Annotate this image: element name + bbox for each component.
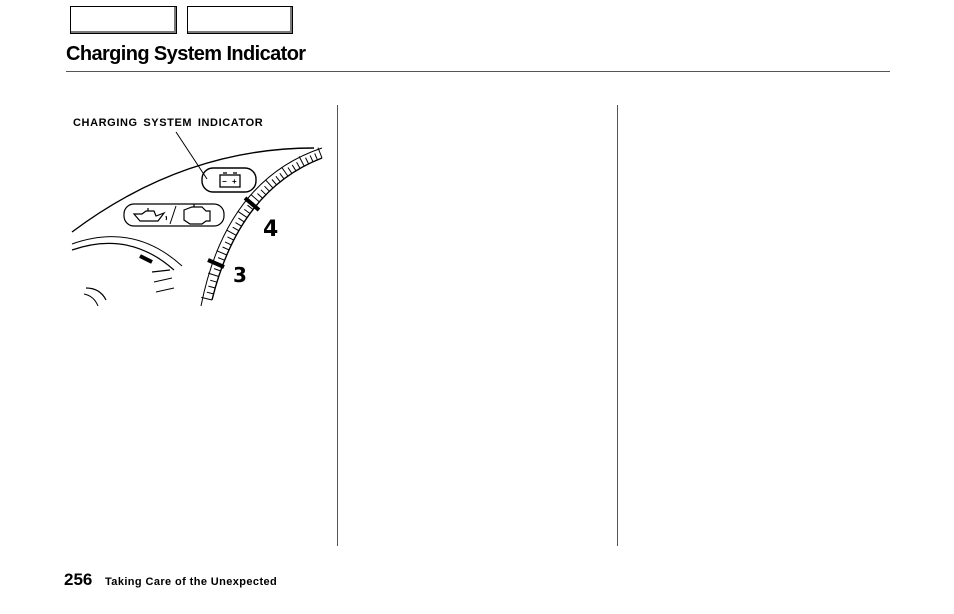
instrument-panel-illustration xyxy=(64,110,324,306)
tachometer-tick xyxy=(227,230,237,235)
tachometer-tick xyxy=(223,247,229,250)
tachometer-tick xyxy=(251,195,259,202)
tachometer-tick xyxy=(272,180,277,185)
title-rule xyxy=(66,71,890,72)
tachometer-tick xyxy=(214,269,221,271)
tachometer-tick xyxy=(207,292,214,294)
page-title: Charging System Indicator xyxy=(66,43,306,65)
tachometer-tick xyxy=(208,286,215,288)
page-number: 256 xyxy=(64,570,93,589)
tachometer-tick xyxy=(297,162,300,168)
tachometer-tick xyxy=(265,186,270,191)
check-engine-icon xyxy=(184,204,210,224)
tachometer-tick xyxy=(225,242,231,245)
tachometer-tick xyxy=(288,168,292,174)
tachometer-tick xyxy=(228,237,234,240)
tachometer-tick xyxy=(261,190,266,195)
tachometer-tick xyxy=(318,148,322,158)
tachometer-tick xyxy=(210,280,217,282)
section-title: Taking Care of the Unexpected xyxy=(105,576,278,588)
tachometer-tick xyxy=(208,273,219,276)
tachometer-tick xyxy=(236,223,242,227)
tachometer-tick xyxy=(257,194,262,199)
tachometer-tick xyxy=(218,258,225,261)
tachometer-number-4: 4 xyxy=(263,217,279,242)
tachometer-tick xyxy=(282,167,288,176)
tachometer-tick xyxy=(217,251,227,255)
tachometer-tick xyxy=(315,153,318,159)
tachometer-number-3: 3 xyxy=(233,263,247,287)
oil-pressure-icon xyxy=(134,208,167,221)
tachometer-tick xyxy=(280,173,284,179)
tachometer-tick xyxy=(299,156,304,166)
instrument-panel-figure xyxy=(64,110,324,306)
column-divider xyxy=(337,105,338,546)
tachometer-tick xyxy=(238,211,247,217)
figure-callout-label: CHARGING SYSTEM INDICATOR xyxy=(73,117,264,129)
battery-plus-symbol: + xyxy=(232,177,237,186)
tachometer-tick xyxy=(292,165,296,171)
previous-page-button[interactable] xyxy=(70,6,177,34)
tachometer-tick xyxy=(238,218,244,222)
tachometer-tick xyxy=(310,155,313,161)
tachometer-tick xyxy=(244,209,250,213)
tachometer-tick xyxy=(276,176,280,182)
tachometer-tick xyxy=(266,180,273,188)
tachometer-tick xyxy=(306,158,309,164)
tachometer-tick xyxy=(233,227,239,231)
battery-minus-symbol: − xyxy=(222,177,227,186)
column-divider xyxy=(617,105,618,546)
next-page-button[interactable] xyxy=(187,6,293,34)
